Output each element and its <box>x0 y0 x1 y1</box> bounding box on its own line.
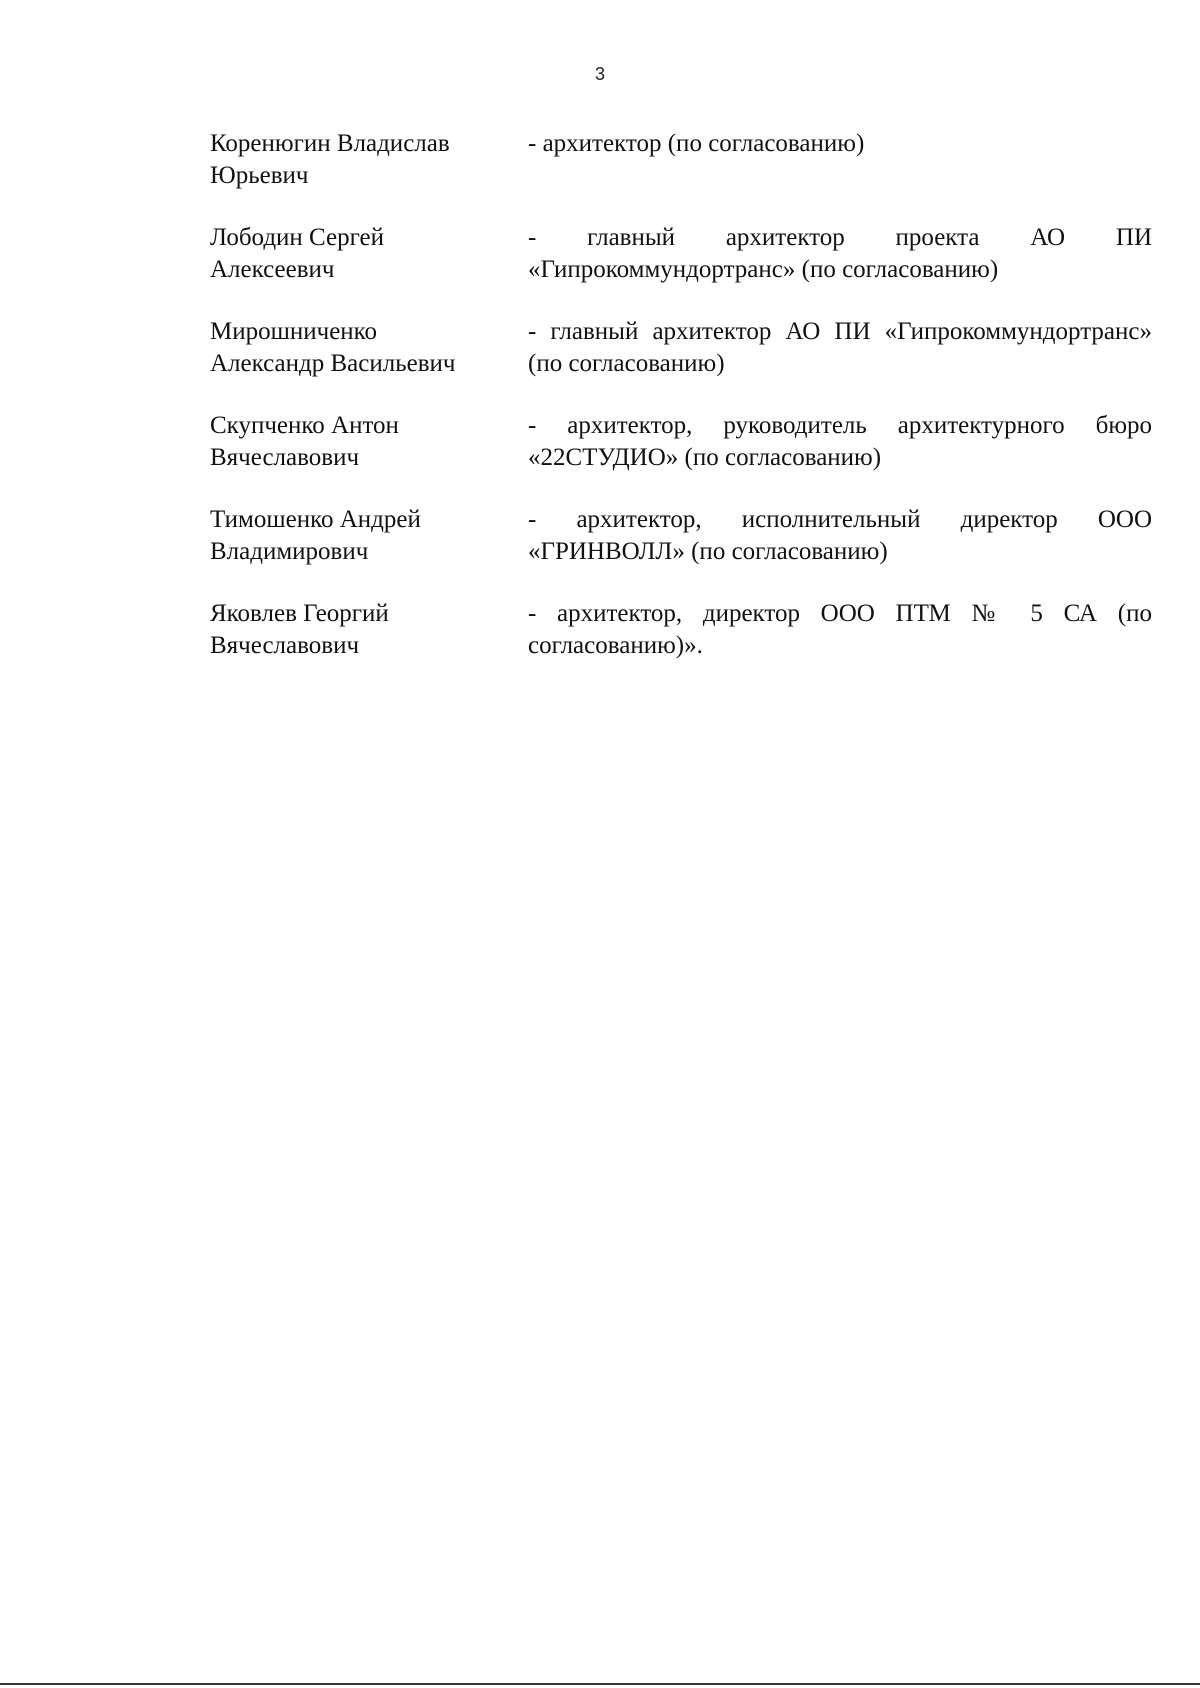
member-name: Коренюгин Владислав Юрьевич <box>210 130 450 189</box>
member-name: Скупченко Антон Вячеславович <box>210 412 399 471</box>
member-role: - главный архитектор проекта АО ПИ «Гипрокоммундортранс» (по согласованию) <box>528 224 1152 283</box>
members-list <box>210 128 1152 692</box>
page-number: 3 <box>594 64 605 84</box>
member-name: Лободин Сергей Алексеевич <box>210 224 385 283</box>
list-item <box>210 316 1152 380</box>
member-role: - архитектор, исполнительный директор ООО «ГРИНВОЛЛ» (по согласованию) <box>528 506 1152 565</box>
list-item <box>210 222 1152 286</box>
list-item <box>210 504 1152 568</box>
member-role: - архитектор, директор ООО ПТМ № 5 СА (по согласованию)». <box>528 600 1152 659</box>
list-item <box>210 410 1152 474</box>
member-name: Яковлев Георгий Вячеславович <box>210 600 389 659</box>
member-name: Тимошенко Андрей Владимирович <box>210 506 421 565</box>
member-role: - архитектор, руководитель архитектурного бюро «22СТУДИО» (по согласованию) <box>528 412 1152 471</box>
member-role: - архитектор (по согласованию) <box>528 130 865 157</box>
member-role: - главный архитектор АО ПИ «Гипрокоммундортранс» (по согласованию) <box>528 318 1152 377</box>
scan-edge-line <box>0 1683 1200 1685</box>
list-item <box>210 128 1152 192</box>
list-item <box>210 598 1152 662</box>
member-name: Мирошниченко Александр Васильевич <box>210 318 456 377</box>
